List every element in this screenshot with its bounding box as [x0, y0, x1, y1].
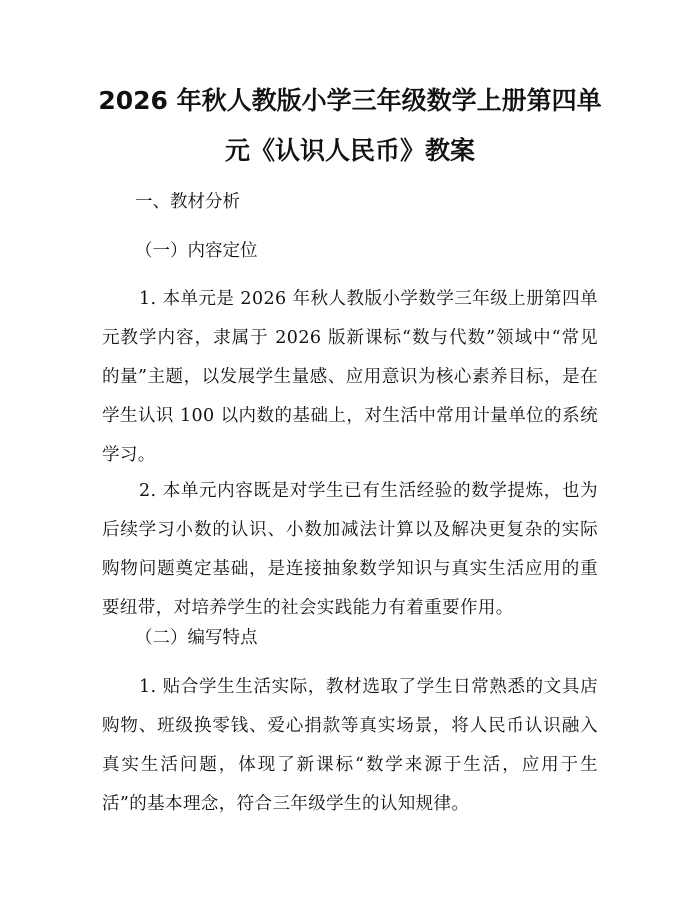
- paragraph-content-positioning-1: 1. 本单元是 2026 年秋人教版小学数学三年级上册第四单元教学内容，隶属于 2026 版新课标“数与代数”领域中“常见的量”主题，以发展学生量感、应用意识为核心素养目标，是在学生认识 100 以内数的基础上，对生活中常用计量单位的系统学习。: [102, 289, 598, 465]
- document-title-line-2: 元《认识人民币》教案: [224, 136, 475, 165]
- section-heading-teaching-material-analysis: 一、教材分析: [135, 192, 240, 212]
- subsection-heading-content-positioning: （一）内容定位: [135, 241, 258, 261]
- paragraph-content-positioning-2: 2. 本单元内容既是对学生已有生活经验的数学提炼，也为后续学习小数的认识、小数加减法计算以及解决更复杂的实际购物问题奠定基础，是连接抽象数学知识与真实生活应用的重要纽带，对培养学生的社会实践能力有着重要作用。: [102, 481, 598, 618]
- subsection-heading-writing-features: （二）编写特点: [135, 628, 258, 648]
- paragraph-writing-features-1: 1. 贴合学生生活实际，教材选取了学生日常熟悉的文具店购物、班级换零钱、爱心捐款等真实场景，将人民币认识融入真实生活问题，体现了新课标“数学来源于生活，应用于生活”的基本理念，符合三年级学生的认知规律。: [102, 677, 598, 814]
- document-title-line-1: 2026 年秋人教版小学三年级数学上册第四单: [98, 86, 602, 115]
